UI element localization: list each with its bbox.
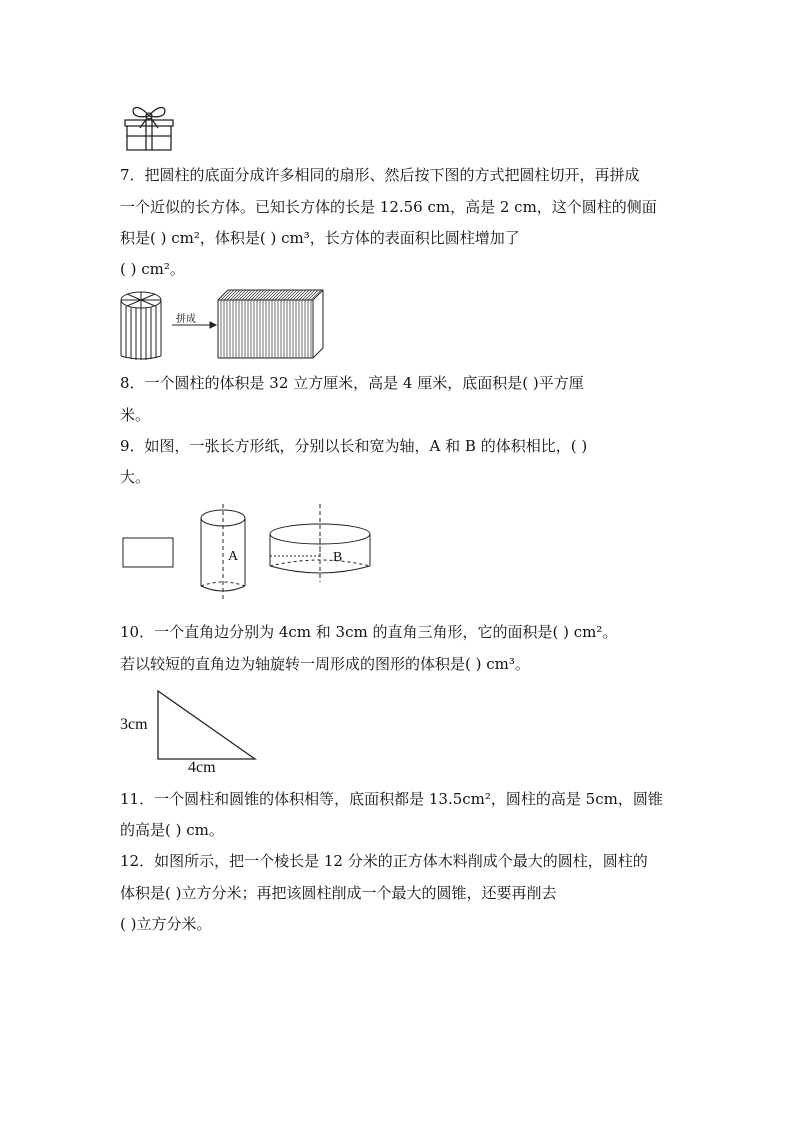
- triangle-side-label: 3cm: [120, 716, 148, 733]
- q7-line-2: 一个近似的长方体。已知长方体的长是 12.56 cm，高是 2 cm，这个圆柱的侧面: [120, 198, 657, 216]
- cuboid-top-slice-line: [275, 290, 285, 300]
- cuboid-top-slice-line: [278, 290, 288, 300]
- cuboid-top-slice-line: [248, 290, 258, 300]
- cuboid-top-slice-line: [299, 290, 309, 300]
- cuboid-top-slice-line: [233, 290, 243, 300]
- cuboid-top-slice-line: [257, 290, 267, 300]
- q8-line-2: 米。: [120, 406, 151, 424]
- q9-line-2: 大。: [120, 468, 151, 486]
- cylinder-to-cuboid-figure: [118, 288, 328, 363]
- cuboid-top-slice-line: [239, 290, 249, 300]
- q12-line-1: 12．如图所示，把一个棱长是 12 分米的正方体木料削成个最大的圆柱，圆柱的: [120, 852, 648, 870]
- q7-line-4: ( ) cm²。: [120, 260, 185, 278]
- cuboid-top-slice-line: [227, 290, 237, 300]
- cuboid-top-slice-line: [290, 290, 300, 300]
- q7-line-3: 积是( ) cm²，体积是( ) cm³，长方体的表面积比圆柱增加了: [120, 229, 520, 247]
- right-triangle-figure: [150, 688, 262, 763]
- cuboid-top-slice-line: [308, 290, 318, 300]
- label-a: A: [228, 549, 239, 564]
- cuboid-top-slice-line: [287, 290, 297, 300]
- cuboid-top-slice-line: [230, 290, 240, 300]
- cuboid-top-slice-line: [269, 290, 279, 300]
- cuboid-top-slice-line: [254, 290, 264, 300]
- cuboid-top-slice-line: [245, 290, 255, 300]
- label-b: B: [333, 550, 343, 565]
- cuboid-top-slice-line: [236, 290, 246, 300]
- cuboid-top-slice-line: [224, 290, 234, 300]
- triangle-base-label: 4cm: [188, 759, 216, 776]
- cuboid-top-slice-line: [251, 290, 261, 300]
- rectangle-rotation-figure: [118, 500, 388, 610]
- cuboid-top-slice-line: [263, 290, 273, 300]
- cuboid-top-slice-line: [305, 290, 315, 300]
- q7-line-1: 7．把圆柱的底面分成许多相同的扇形、然后按下图的方式把圆柱切开，再拼成: [120, 166, 640, 184]
- cuboid-top-slice-line: [296, 290, 306, 300]
- cuboid-top-slice-line: [284, 290, 294, 300]
- cuboid-top-slice-line: [260, 290, 270, 300]
- q8-line-1: 8．一个圆柱的体积是 32 立方厘米，高是 4 厘米，底面积是( )平方厘: [120, 374, 584, 392]
- gift-box-icon: [120, 98, 178, 152]
- q7-arrow-label: 拼成: [176, 314, 196, 325]
- q12-line-3: ( )立方分米。: [120, 915, 212, 933]
- cuboid-top-slice-line: [302, 290, 312, 300]
- q11-line-2: 的高是( ) cm。: [120, 821, 224, 839]
- q9-line-1: 9．如图，一张长方形纸，分别以长和宽为轴，A 和 B 的体积相比，( ): [120, 437, 588, 455]
- q12-line-2: 体积是( )立方分米；再把该圆柱削成一个最大的圆锥，还要再削去: [120, 884, 557, 902]
- cuboid-top-slice-line: [266, 290, 276, 300]
- cuboid-top-slice-line: [311, 290, 321, 300]
- cuboid-top-slice-line: [242, 290, 252, 300]
- cuboid-top-slice-line: [293, 290, 303, 300]
- q11-line-1: 11．一个圆柱和圆锥的体积相等，底面积都是 13.5cm²，圆柱的高是 5cm，圆锥: [120, 790, 663, 808]
- cuboid-top-slice-line: [281, 290, 291, 300]
- q10-line-1: 10．一个直角边分别为 4cm 和 3cm 的直角三角形，它的面积是( ) cm²。: [120, 623, 618, 641]
- q10-line-2: 若以较短的直角边为轴旋转一周形成的图形的体积是( ) cm³。: [120, 655, 530, 673]
- cuboid-top-slice-line: [272, 290, 282, 300]
